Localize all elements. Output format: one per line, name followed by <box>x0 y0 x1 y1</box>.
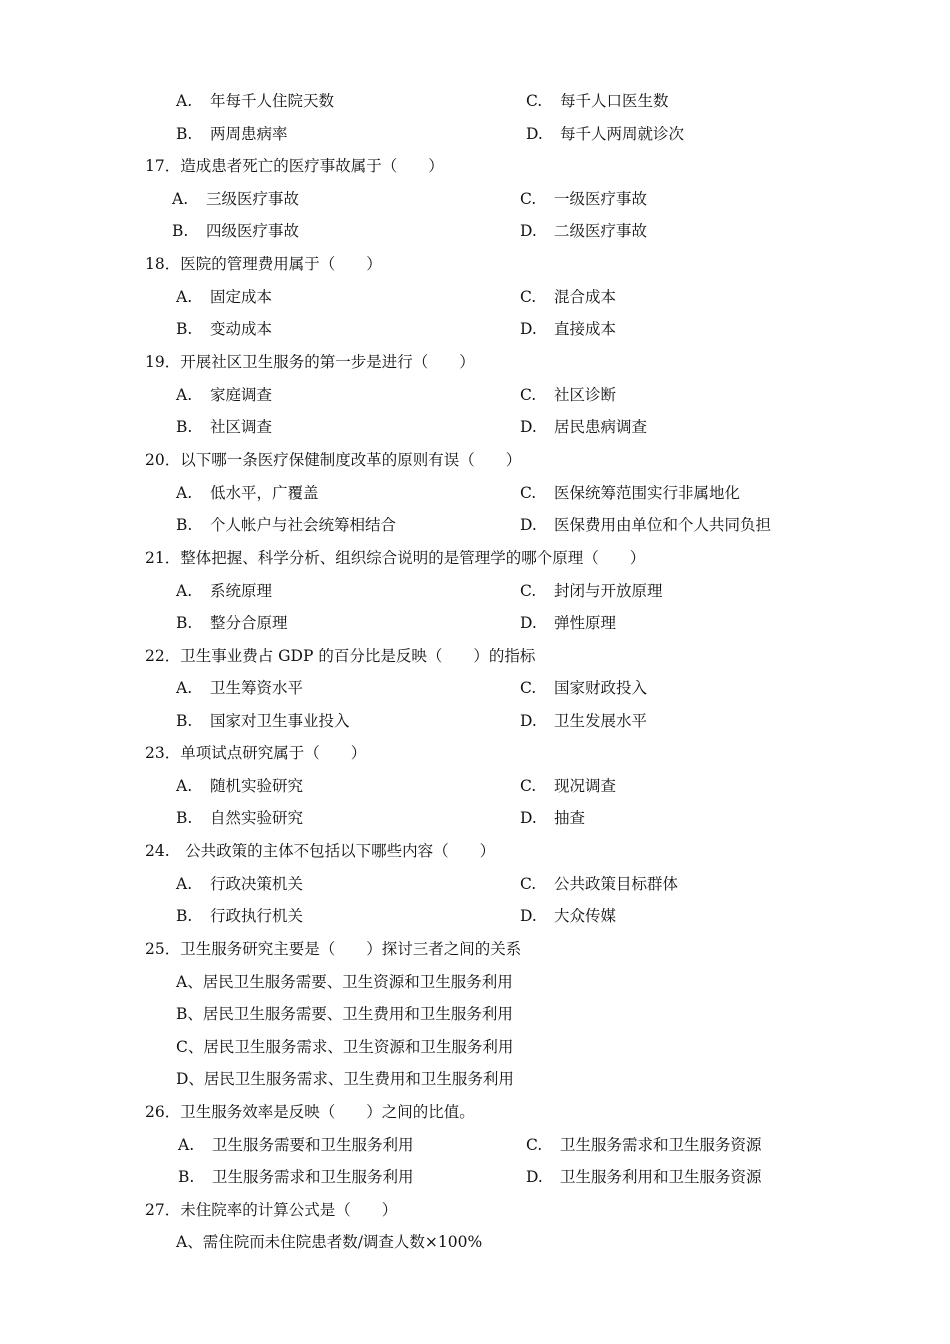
option-text: 两周患病率 <box>210 125 288 143</box>
question-stem: 22．卫生事业费占 GDP 的百分比是反映（ ）的指标 <box>145 647 536 665</box>
option-right <box>520 581 663 601</box>
option-letter: C. <box>526 1136 543 1154</box>
option-right <box>520 385 616 405</box>
option-row <box>0 906 950 926</box>
option-right <box>520 417 647 437</box>
option-letter: A. <box>176 875 193 893</box>
option-letter: C. <box>520 386 537 404</box>
option-text: 直接成本 <box>554 320 617 338</box>
question-stem: 17．造成患者死亡的医疗事故属于（ ） <box>145 157 444 175</box>
option-row <box>0 385 950 405</box>
option-letter: D. <box>520 712 537 730</box>
option-row <box>0 221 950 241</box>
option-text: 每千人两周就诊次 <box>560 125 685 143</box>
option-right <box>520 515 771 535</box>
option-letter: A. <box>176 288 193 306</box>
option-letter: D. <box>520 809 537 827</box>
question-stem: 24. 公共政策的主体不包括以下哪些内容（ ） <box>145 842 496 860</box>
option-text: 社区调查 <box>210 418 273 436</box>
option-letter: B. <box>176 320 193 338</box>
option-left <box>176 776 303 796</box>
option-text: 社区诊断 <box>554 386 617 404</box>
option-letter: D. <box>520 516 537 534</box>
option-left <box>172 221 299 241</box>
option-letter: A. <box>176 92 193 110</box>
option-letter: D. <box>520 320 537 338</box>
option-left <box>172 189 299 209</box>
option-row <box>0 319 950 339</box>
option-line: A、居民卫生服务需要、卫生资源和卫生服务利用 <box>176 973 513 991</box>
option-text: 卫生服务需求和卫生服务资源 <box>560 1136 762 1154</box>
option-letter: D. <box>520 222 537 240</box>
option-text: 低水平，广覆盖 <box>210 484 319 502</box>
option-left <box>176 808 303 828</box>
option-letter: C. <box>526 92 543 110</box>
option-text: 系统原理 <box>210 582 273 600</box>
option-letter: B. <box>178 1168 195 1186</box>
option-text: 封闭与开放原理 <box>554 582 663 600</box>
option-right <box>520 613 616 633</box>
option-letter: A. <box>176 582 193 600</box>
option-letter: A. <box>176 679 193 697</box>
option-letter: C. <box>520 679 537 697</box>
option-left <box>176 678 303 698</box>
option-text: 个人帐户与社会统筹相结合 <box>210 516 397 534</box>
option-text: 国家财政投入 <box>554 679 648 697</box>
question-stem: 18．医院的管理费用属于（ ） <box>145 255 382 273</box>
option-line: A、需住院而未住院患者数/调查人数×100% <box>176 1233 483 1251</box>
option-right <box>526 1167 762 1187</box>
option-text: 弹性原理 <box>554 614 617 632</box>
option-text: 整分合原理 <box>210 614 288 632</box>
option-letter: C. <box>520 288 537 306</box>
option-letter: A. <box>178 1136 195 1154</box>
option-letter: B. <box>176 712 193 730</box>
option-text: 现况调查 <box>554 777 617 795</box>
option-row <box>0 581 950 601</box>
option-letter: D. <box>520 418 537 436</box>
option-left <box>176 483 319 503</box>
option-row <box>0 678 950 698</box>
option-right <box>520 678 647 698</box>
option-letter: A. <box>176 386 193 404</box>
option-text: 卫生发展水平 <box>554 712 648 730</box>
option-letter: D. <box>520 614 537 632</box>
option-text: 大众传媒 <box>554 907 617 925</box>
option-text: 行政决策机关 <box>210 875 304 893</box>
option-right <box>520 319 616 339</box>
option-right <box>526 91 669 111</box>
option-right <box>520 808 585 828</box>
option-row <box>0 1167 950 1187</box>
option-left <box>176 91 334 111</box>
option-letter: C. <box>520 190 537 208</box>
option-right <box>520 287 616 307</box>
option-letter: C. <box>520 875 537 893</box>
option-text: 一级医疗事故 <box>554 190 648 208</box>
option-letter: D. <box>526 1168 543 1186</box>
option-letter: B. <box>172 222 189 240</box>
option-row <box>0 417 950 437</box>
option-letter: B. <box>176 907 193 925</box>
option-left <box>176 515 396 535</box>
option-letter: B. <box>176 809 193 827</box>
option-text: 抽查 <box>554 809 586 827</box>
option-right <box>520 874 678 894</box>
option-letter: D. <box>526 125 543 143</box>
option-left <box>176 319 272 339</box>
option-letter: A. <box>172 190 189 208</box>
option-row <box>0 124 950 144</box>
option-letter: B. <box>176 418 193 436</box>
option-right <box>520 483 740 503</box>
question-stem: 19．开展社区卫生服务的第一步是进行（ ） <box>145 353 475 371</box>
option-left <box>176 581 272 601</box>
option-right <box>520 221 647 241</box>
option-row <box>0 483 950 503</box>
option-letter: B. <box>176 125 193 143</box>
option-letter: C. <box>520 484 537 502</box>
option-right <box>526 124 684 144</box>
option-text: 三级医疗事故 <box>206 190 300 208</box>
option-left <box>176 417 272 437</box>
option-letter: B. <box>176 614 193 632</box>
option-text: 卫生服务利用和卫生服务资源 <box>560 1168 762 1186</box>
option-text: 混合成本 <box>554 288 617 306</box>
option-row <box>0 711 950 731</box>
option-text: 固定成本 <box>210 288 273 306</box>
option-row <box>0 1135 950 1155</box>
option-left <box>176 124 288 144</box>
option-row <box>0 287 950 307</box>
option-text: 每千人口医生数 <box>560 92 669 110</box>
option-text: 年每千人住院天数 <box>210 92 335 110</box>
option-left <box>176 613 288 633</box>
option-row <box>0 613 950 633</box>
option-text: 变动成本 <box>210 320 273 338</box>
option-row <box>0 515 950 535</box>
option-letter: A. <box>176 777 193 795</box>
option-left <box>176 711 350 731</box>
option-letter: D. <box>520 907 537 925</box>
option-text: 家庭调查 <box>210 386 273 404</box>
option-text: 医保费用由单位和个人共同负担 <box>554 516 772 534</box>
option-letter: C. <box>520 777 537 795</box>
option-letter: B. <box>176 516 193 534</box>
option-left <box>176 287 272 307</box>
option-right <box>526 1135 762 1155</box>
option-right <box>520 189 647 209</box>
option-text: 公共政策目标群体 <box>554 875 679 893</box>
option-text: 行政执行机关 <box>210 907 304 925</box>
question-stem: 25．卫生服务研究主要是（ ）探讨三者之间的关系 <box>145 940 522 958</box>
option-text: 四级医疗事故 <box>206 222 300 240</box>
option-right <box>520 906 616 926</box>
option-row <box>0 874 950 894</box>
option-text: 国家对卫生事业投入 <box>210 712 350 730</box>
option-row <box>0 189 950 209</box>
option-text: 卫生筹资水平 <box>210 679 304 697</box>
option-row <box>0 91 950 111</box>
option-text: 卫生服务需求和卫生服务利用 <box>212 1168 414 1186</box>
question-stem: 23．单项试点研究属于（ ） <box>145 744 367 762</box>
option-text: 随机实验研究 <box>210 777 304 795</box>
option-text: 自然实验研究 <box>210 809 304 827</box>
option-text: 医保统筹范围实行非属地化 <box>554 484 741 502</box>
option-text: 居民患病调查 <box>554 418 648 436</box>
option-text: 二级医疗事故 <box>554 222 648 240</box>
option-left <box>176 874 303 894</box>
option-right <box>520 711 647 731</box>
question-stem: 21．整体把握、科学分析、组织综合说明的是管理学的哪个原理（ ） <box>145 549 646 567</box>
option-letter: A. <box>176 484 193 502</box>
option-row <box>0 776 950 796</box>
option-line: C、居民卫生服务需求、卫生资源和卫生服务利用 <box>176 1038 514 1056</box>
option-line: B、居民卫生服务需要、卫生费用和卫生服务利用 <box>176 1005 513 1023</box>
question-stem: 26．卫生服务效率是反映（ ）之间的比值。 <box>145 1103 475 1121</box>
question-stem: 27．未住院率的计算公式是（ ） <box>145 1201 398 1219</box>
option-line: D、居民卫生服务需求、卫生费用和卫生服务利用 <box>176 1070 514 1088</box>
question-stem: 20．以下哪一条医疗保健制度改革的原则有误（ ） <box>145 451 522 469</box>
option-row <box>0 808 950 828</box>
option-right <box>520 776 616 796</box>
option-left <box>176 906 303 926</box>
option-left <box>176 385 272 405</box>
option-letter: C. <box>520 582 537 600</box>
option-text: 卫生服务需要和卫生服务利用 <box>212 1136 414 1154</box>
option-left <box>178 1167 414 1187</box>
option-left <box>178 1135 414 1155</box>
